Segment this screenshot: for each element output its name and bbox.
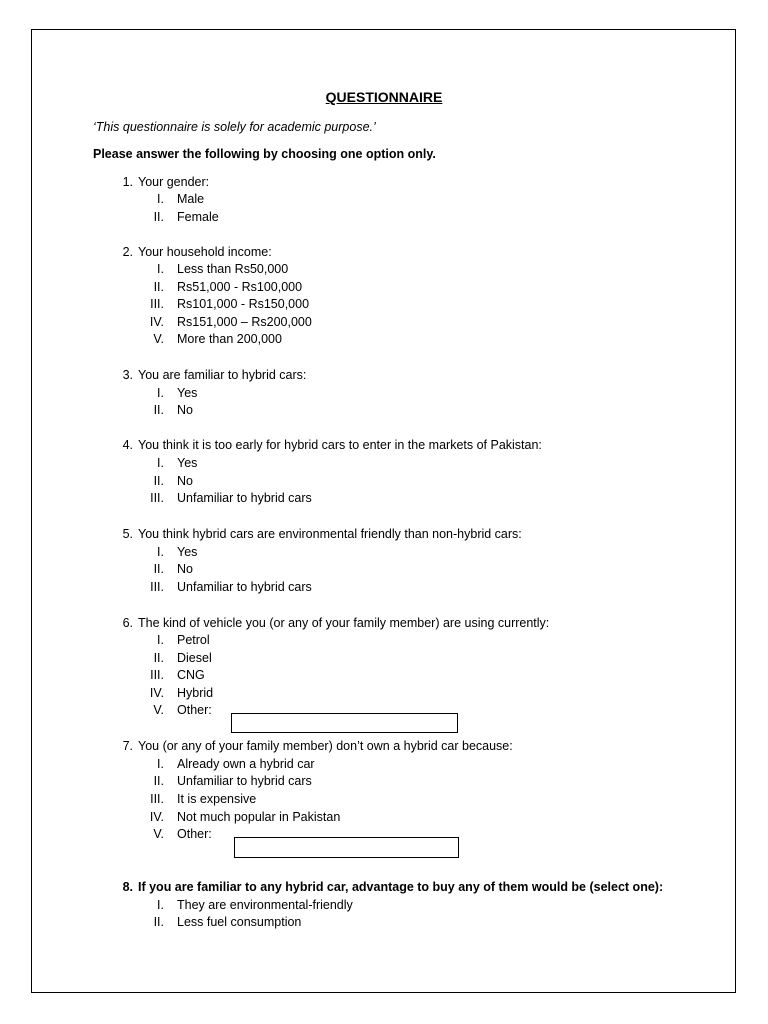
option-label: Rs151,000 – Rs200,000: [177, 315, 312, 329]
option-label: Not much popular in Pakistan: [177, 810, 341, 824]
question-number: 8.: [122, 880, 133, 894]
question-number: 6.: [122, 616, 133, 630]
option-label: Diesel: [177, 651, 212, 665]
option-number: II.: [153, 403, 164, 417]
option-number: III.: [150, 668, 164, 682]
option-number: V.: [153, 703, 164, 717]
question-text: If you are familiar to any hybrid car, advantage to buy any of them would be (select one):: [138, 880, 664, 894]
option-label: Yes: [177, 386, 198, 400]
option-number: IV.: [149, 315, 164, 329]
question-text: Your gender:: [138, 175, 210, 189]
option-number: II.: [153, 280, 164, 294]
option-number: III.: [150, 580, 164, 594]
option-number: II.: [153, 562, 164, 576]
question-text: You think it is too early for hybrid cars to enter in the markets of Pakistan:: [138, 438, 542, 452]
option-label: CNG: [177, 668, 205, 682]
option-number: II.: [153, 915, 164, 929]
option-label: Unfamiliar to hybrid cars: [177, 491, 312, 505]
option-number: I.: [157, 633, 164, 647]
option-label: Petrol: [177, 633, 210, 647]
question-text: The kind of vehicle you (or any of your family member) are using currently:: [138, 616, 550, 630]
question-number: 1.: [122, 175, 133, 189]
question-text: Your household income:: [138, 245, 272, 259]
option-number: I.: [157, 456, 164, 470]
option-number: IV.: [149, 810, 164, 824]
option-label: Less than Rs50,000: [177, 262, 289, 276]
option-number: V.: [153, 332, 164, 346]
option-number: I.: [157, 262, 164, 276]
option-number: III.: [150, 792, 164, 806]
option-label: More than 200,000: [177, 332, 282, 346]
reason-other-field[interactable]: [234, 837, 459, 858]
option-number: I.: [157, 757, 164, 771]
subtitle: ‘This questionnaire is solely for academic purpose.’: [93, 120, 376, 134]
question-text: You think hybrid cars are environmental friendly than non-hybrid cars:: [138, 527, 522, 541]
option-label: They are environmental-friendly: [177, 898, 353, 912]
option-label: Female: [177, 210, 219, 224]
option-number: II.: [153, 774, 164, 788]
option-label: Unfamiliar to hybrid cars: [177, 580, 312, 594]
question-number: 4.: [122, 438, 133, 452]
option-number: II.: [153, 210, 164, 224]
option-number: I.: [157, 386, 164, 400]
option-label: Other:: [177, 827, 212, 841]
instruction: Please answer the following by choosing one option only.: [93, 147, 436, 161]
option-number: I.: [157, 898, 164, 912]
option-label: Less fuel consumption: [177, 915, 302, 929]
option-number: III.: [150, 491, 164, 505]
question-number: 3.: [122, 368, 133, 382]
option-label: Hybrid: [177, 686, 214, 700]
question-number: 2.: [122, 245, 133, 259]
option-label: No: [177, 562, 193, 576]
option-label: Rs101,000 - Rs150,000: [177, 297, 310, 311]
option-label: Male: [177, 192, 205, 206]
vehicle-other-field[interactable]: [231, 713, 458, 733]
option-number: I.: [157, 192, 164, 206]
option-label: No: [177, 403, 193, 417]
option-label: No: [177, 474, 193, 488]
option-label: Other:: [177, 703, 212, 717]
option-label: Rs51,000 - Rs100,000: [177, 280, 303, 294]
page-title: QUESTIONNAIRE: [325, 89, 443, 105]
option-number: III.: [150, 297, 164, 311]
option-number: V.: [153, 827, 164, 841]
question-text: You (or any of your family member) don’t own a hybrid car because:: [138, 739, 513, 753]
option-label: It is expensive: [177, 792, 257, 806]
question-text: You are familiar to hybrid cars:: [138, 368, 307, 382]
option-label: Already own a hybrid car: [177, 757, 315, 771]
option-number: IV.: [149, 686, 164, 700]
question-number: 7.: [122, 739, 133, 753]
option-label: Yes: [177, 456, 198, 470]
option-label: Yes: [177, 545, 198, 559]
option-number: II.: [153, 651, 164, 665]
option-number: I.: [157, 545, 164, 559]
option-label: Unfamiliar to hybrid cars: [177, 774, 312, 788]
option-number: II.: [153, 474, 164, 488]
question-number: 5.: [122, 527, 133, 541]
